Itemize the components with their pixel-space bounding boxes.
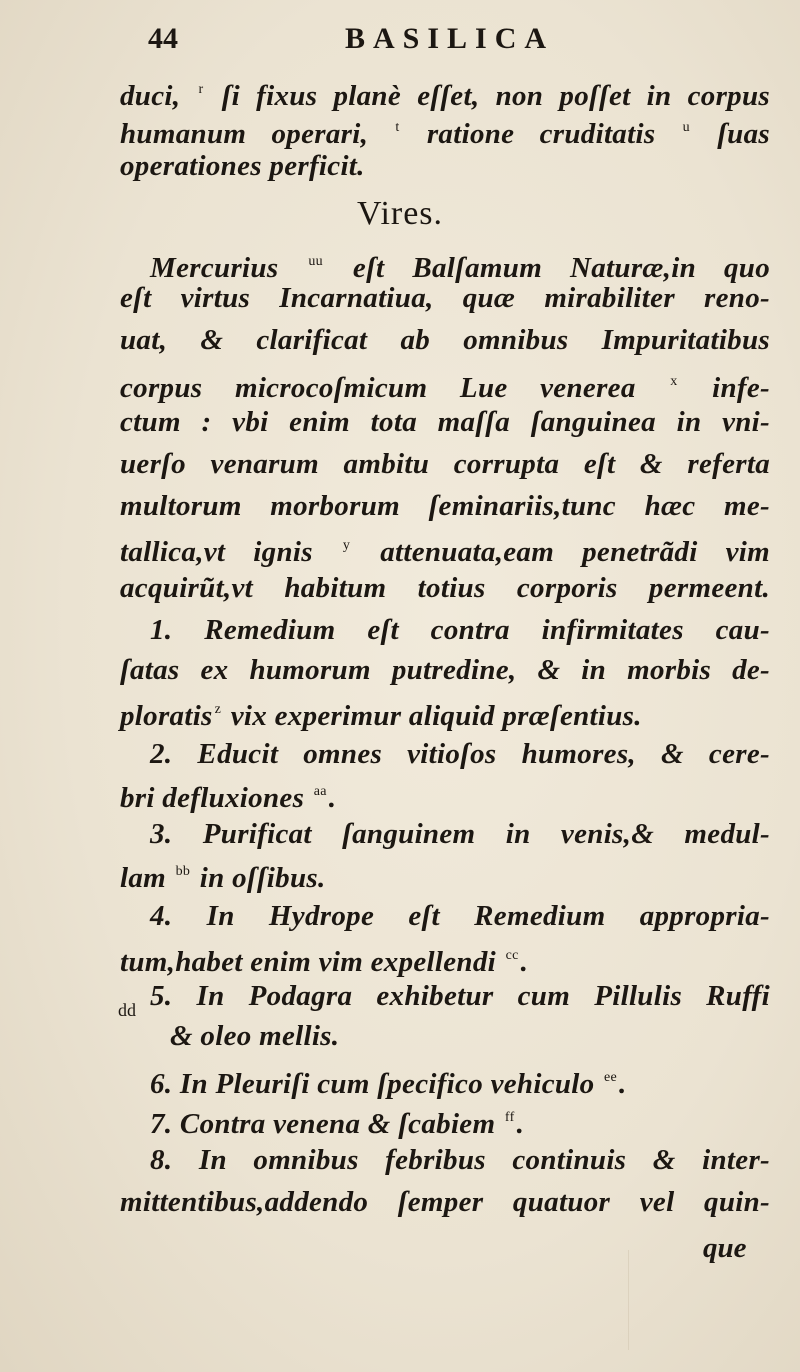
text-line: eſt virtus Incarnatiua, quæ mirabiliter reno- xyxy=(120,282,770,314)
catchword: que xyxy=(703,1232,747,1264)
text-line: Mercurius $^{uu}$ eſt Balſamum Naturæ,in quo xyxy=(150,252,770,284)
page-crease xyxy=(628,1250,629,1350)
text-line: tallica,vt ignis $^y$ attenuata,eam penetrãdi vim xyxy=(120,536,770,568)
text-line: humanum operari, $^t$ ratione cruditatis $^u$ ſuas xyxy=(120,118,770,150)
text-line: ploratis $^z$ vix experimur aliquid præſentius. xyxy=(120,700,642,732)
page-number: 44 xyxy=(148,22,178,55)
text-line: & oleo mellis. xyxy=(170,1020,340,1052)
section-heading: Vires. xyxy=(356,195,444,232)
numbered-item-4: 4. In Hydrope eſt Remedium appropria- xyxy=(150,900,770,932)
margin-footnote-marker: dd xyxy=(118,1000,136,1020)
text-line: acquirũt,vt habitum totius corporis permeent. xyxy=(120,572,770,604)
text-line: lam $^{bb}$ in oſſibus. xyxy=(120,862,326,894)
numbered-item-5: 5. In Podagra exhibetur cum Pillulis Ruffi xyxy=(150,980,770,1012)
running-title: BASILICA xyxy=(345,22,555,55)
text-line: operationes perficit. xyxy=(120,150,365,182)
text-line: bri defluxiones $^{aa}$. xyxy=(120,782,337,814)
text-line: duci, $^r$ ſi fixus planè eſſet, non poſſet in corpus xyxy=(120,80,771,112)
numbered-item-2: 2. Educit omnes vitioſos humores, & cere- xyxy=(150,738,770,770)
numbered-item-3: 3. Purificat ſanguinem in venis,& medul- xyxy=(150,818,770,850)
numbered-item-1: 1. Remedium eſt contra infirmitates cau- xyxy=(150,614,770,646)
text-line: mittentibus,addendo ſemper quatuor vel quin- xyxy=(120,1186,770,1218)
text-line: multorum morborum ſeminariis,tunc hæc me- xyxy=(120,490,770,522)
text-line: uat, & clarificat ab omnibus Impuritatibus xyxy=(120,324,770,356)
numbered-item-8: 8. In omnibus febribus continuis & inter- xyxy=(150,1144,770,1176)
text-line: tum,habet enim vim expellendi $^{cc}$. xyxy=(120,946,529,978)
numbered-item-7: 7. Contra venena & ſcabiem $^{ff}$. xyxy=(150,1108,525,1140)
numbered-item-6: 6. In Pleuriſi cum ſpecifico vehiculo $^{ee}$. xyxy=(150,1068,627,1100)
text-line: ctum : vbi enim tota maſſa ſanguinea in vni- xyxy=(120,406,770,438)
text-line: uerſo venarum ambitu corrupta eſt & referta xyxy=(120,448,770,480)
text-line: corpus microcoſmicum Lue venerea $^x$ infe- xyxy=(120,372,771,404)
text-line: ſatas ex humorum putredine, & in morbis de- xyxy=(120,654,770,686)
